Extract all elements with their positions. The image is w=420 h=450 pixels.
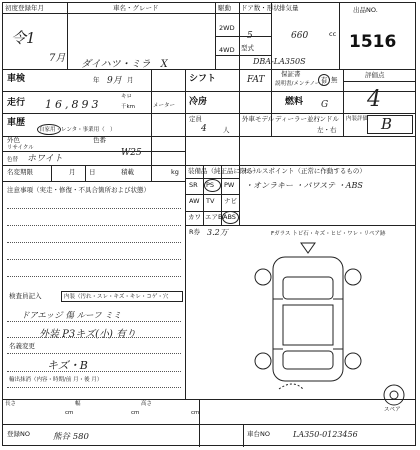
warranty-no: 無 [331,76,338,84]
displacement-label: 排気量 [279,4,299,12]
color-no-label: 色番 [93,136,106,144]
car-grade-label: 車名・グレード [113,4,159,12]
wheel-front-left [255,269,271,285]
inspection-month: 月 [127,76,134,84]
usage-options: 自家用・レンタ・事業用（ ） [39,127,116,133]
equip-pw: PW [224,181,235,189]
notes-header: 注意事項（実走・修復・不具合箇所および状態） [7,186,150,194]
hw-capacity: 4 [201,124,207,134]
km-unit: キロ [121,94,133,100]
hw-doors: 5 [247,31,253,41]
hw-month: 7月 [49,53,66,64]
glass-note: Fガラス トビ石・キズ・ヒビ・ワレ・リペア跡 [271,231,386,237]
hw-inspect-month: 9月 [107,76,122,86]
equipment-header: 装備品（純正品に限る） [188,167,260,175]
shift-label: シフト [189,74,217,84]
hw-plate: 熊谷 580 [53,432,89,442]
equip-leather: カワ [188,213,201,221]
windshield [283,277,333,299]
equip-tv: TV [206,197,215,205]
drive-4wd: 4WD [219,46,235,54]
chassis-no-label: 車台NO [247,430,270,438]
abs-circle [222,211,239,224]
reg-no-label: 登録NO [7,430,30,438]
hw-r-price: 3.2万 [207,228,228,237]
auction-number: 1516 [349,32,397,52]
transfer-label: 輸出抹消（内容・時期/前 月・後 月） [9,377,103,383]
wheel-rear-left [255,353,271,369]
interior-score-label: 内装評価 [346,116,369,122]
equip-sr: SR [189,181,198,189]
type-label: 型式 [241,44,254,52]
hw-notes-3: キズ・B [47,359,88,372]
equip-abs: ABS [223,213,236,221]
ownership-label: 名変期限 [7,168,33,176]
warranty-circle [318,74,330,86]
hw-car-name: ダイハツ・ミラ X [81,59,168,70]
wheel-front-right [345,269,361,285]
inspection-label: 車検 [7,74,26,84]
handle-label: ハンドル [313,115,339,123]
hw-model-code: DBA-LA350S [253,57,306,66]
width-label: 幅 [75,401,81,407]
color-change-label: 色替 [7,157,19,163]
thousand-km: 千km [121,104,136,110]
cc-unit: cc [329,30,337,38]
usage-label: 車歴 [7,118,26,128]
handle-options: 左・右 [317,126,337,134]
height-cm: cm [191,410,200,416]
hw-notes-1: ドアエッジ 傷 ルーフ ミミ [21,311,122,321]
hw-cc-value: 660 [291,31,309,41]
hw-score: 4 [367,87,381,112]
interior-options: 内装（汚れ・スレ・キズ・キレ・コゲ・穴 [64,294,169,300]
r-ticket-label: R券 [189,228,201,236]
hw-sales-points: ・オンラキー ・パワステ ・ABS [245,181,363,190]
drive-label: 駆動 [218,4,231,12]
length-cm: cm [65,410,74,416]
hw-fuel: G [321,100,329,110]
equip-navi: ナビ [224,197,237,205]
length-label: 長さ [5,401,17,407]
load-label: 積載 [121,168,134,176]
hw-chassis: LA350-0123456 [293,430,358,439]
spare-label: スペア [384,407,401,413]
auction-sheet [2,2,416,446]
auction-no-label: 出品NO. [353,6,378,14]
equip-ps: PS [206,181,215,189]
meter-label: メーター [153,103,176,109]
equip-aw: AW [189,197,200,205]
people-unit: 人 [223,126,230,134]
capacity-label: 定員 [189,115,202,123]
inspector-label: 検査員記入 [9,292,42,300]
first-registration-label: 初度登録年月 [5,4,44,12]
mileage-label: 走行 [7,98,26,108]
aircon-label: 冷房 [189,97,208,107]
ext-model-label: 外車モデル [242,115,275,123]
score-label: 評価点 [365,71,385,79]
ownership-day: 日 [89,168,96,176]
fuel-label: 燃料 [285,97,304,107]
sales-header: セールスポイント（正常に作動するもの） [243,167,366,175]
color-label: 外色 [7,136,20,144]
hw-color-no: W25 [121,148,142,158]
width-cm: cm [131,410,140,416]
hw-year: 令1 [11,29,36,47]
drive-2wd: 2WD [219,24,235,32]
warranty-yes: 有 [321,76,328,84]
hw-notes-2: 外装 P3キズ(小) 有り [39,329,137,340]
hw-shift: FAT [247,75,265,85]
ownership-month: 月 [69,168,76,176]
recycle-label: リサイクル [7,145,34,151]
roof [283,305,333,345]
height-label: 高さ [141,401,153,407]
warranty-label: 保証書 [281,70,301,78]
equip-airbag: エアB [205,213,223,221]
door-label: ドア数・形状 [241,4,280,12]
hw-ext-color: ホワイト [27,154,63,164]
spare-tire-icon [379,383,409,407]
dealer-label: ディーラー並行 [275,115,320,123]
wheel-rear-right [345,353,361,369]
warranty-sub: 説明書/メンテノート [275,81,326,87]
front-mark [301,243,315,253]
hw-mileage: 16,893 [45,98,102,111]
car-diagram [243,239,373,397]
name-change-label: 名義変更 [9,342,35,350]
rear-window [283,351,333,369]
hw-interior-score: B [381,115,393,133]
inspection-year: 年 [93,76,100,84]
usage-circle [37,124,61,135]
ps-circle [204,179,221,192]
load-kg: kg [171,168,179,176]
